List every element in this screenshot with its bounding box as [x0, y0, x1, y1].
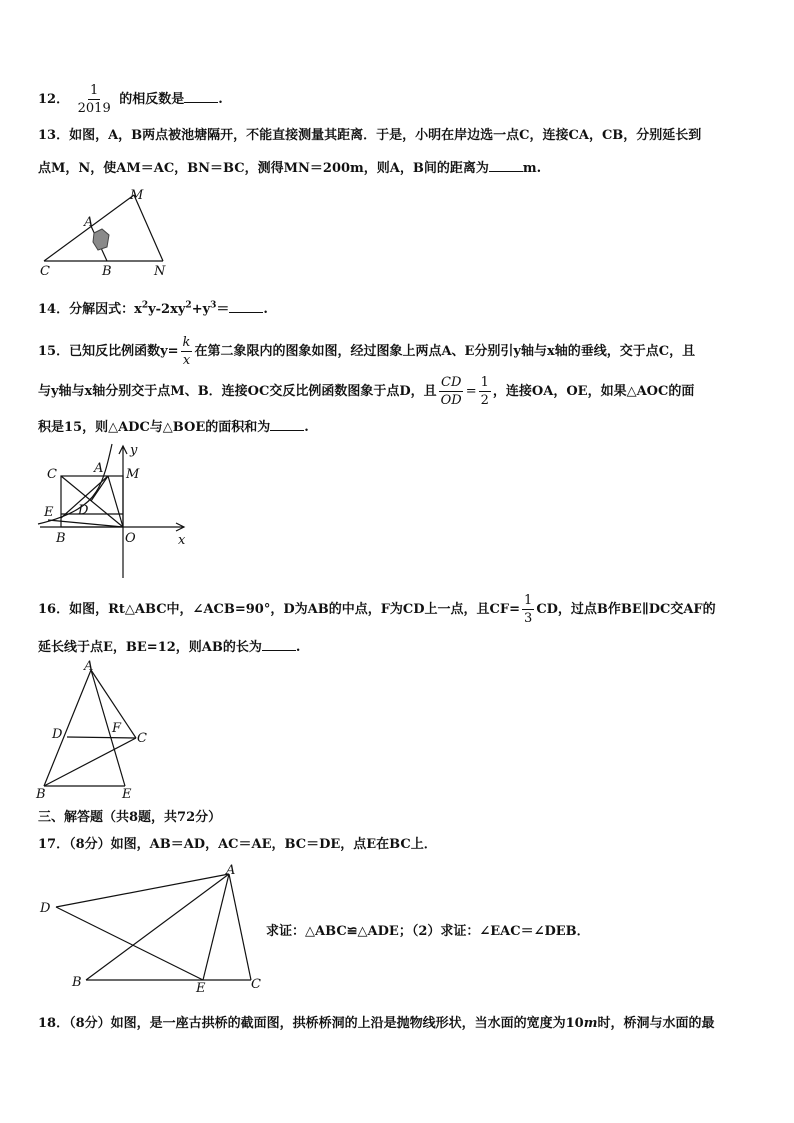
q13-pond-shape	[93, 229, 109, 250]
q15-line3-text: 积是15，则△ADC与△BOE的面积和为	[38, 420, 271, 435]
q13-segment-MN	[134, 195, 163, 261]
q17-figure	[36, 862, 266, 994]
q15-label-A: A	[94, 461, 104, 476]
q17-label-D: D	[40, 901, 51, 916]
q12-text: 的相反数是	[119, 92, 185, 107]
q15-label-D: D	[78, 503, 89, 518]
q13-line1: 13．如图，A，B两点被池塘隔开，不能直接测量其距离．于是，小明在岸边选一点C，连接CA，CB，分别延长到	[38, 128, 702, 143]
q13-label-A: A	[84, 215, 94, 230]
q17-label-C: C	[251, 977, 261, 992]
q15-line2	[38, 376, 694, 407]
q15-frac-cd: CD	[441, 375, 462, 390]
q13-answer-blank	[489, 159, 523, 172]
q14-post: ＝	[216, 302, 230, 317]
q15-l2-pre: 与y轴与x轴分别交于点M、B．连接OC交反比例函数图象于点D，且	[38, 384, 437, 399]
q15-label-M: M	[126, 467, 140, 482]
q16-l1-post: CD，过点B作BE∥DC交AF的	[536, 602, 716, 617]
q17-segment-DE	[56, 907, 203, 980]
q12-frac-den: 2019	[77, 101, 111, 116]
q15-fraction-one-half	[479, 376, 491, 407]
q16-line2	[38, 636, 300, 655]
q15-eq: =	[465, 384, 477, 399]
q14-mid2: +y	[191, 302, 211, 317]
q16-fraction-one-third	[522, 594, 534, 625]
q16-label-B: B	[36, 787, 46, 802]
q14-pre: 14．分解因式：x	[38, 302, 142, 317]
q14-sup2: 2	[185, 300, 192, 311]
q13-label-N: N	[154, 264, 166, 279]
q15-frac-two: 2	[480, 393, 489, 408]
q17-segment-DA	[56, 874, 229, 907]
q16-label-C: C	[137, 731, 147, 746]
q15-segment-OC	[61, 476, 123, 527]
q16-label-D: D	[52, 727, 63, 742]
q15-l1-post: 在第二象限内的图象如图，经过图象上两点A、E分别引y轴与x轴的垂线，交于点C，且	[194, 344, 696, 359]
q18-pre: 18．（8分）如图，是一座古拱桥的截面图，拱桥桥洞的上沿是抛物线形状，当水面的宽度为10	[38, 1016, 584, 1031]
q16-label-E: E	[122, 787, 132, 802]
q15-segment-OA	[108, 476, 123, 527]
q12-end: .	[218, 92, 223, 107]
q15-frac-od: OD	[440, 393, 462, 408]
q15-segment-OE	[48, 520, 123, 527]
q16-segment-BC	[44, 738, 136, 786]
q14-mid1: y-2xy	[148, 302, 186, 317]
q16-line1	[38, 594, 716, 625]
q16-label-F: F	[112, 721, 122, 736]
q15-frac-k: k	[182, 335, 191, 350]
q15-label-B: B	[56, 531, 66, 546]
q14-sup1: 2	[141, 300, 149, 311]
q16-line2-end: .	[295, 640, 301, 655]
q14-answer-blank	[229, 300, 263, 313]
q17-label-A: A	[226, 863, 236, 878]
q15-fraction-k-over-x	[181, 336, 193, 367]
q15-figure	[34, 440, 194, 580]
q16-answer-blank	[262, 638, 296, 651]
q17-segment-BA	[86, 874, 229, 980]
q16-figure	[34, 658, 164, 800]
q13-line2	[38, 157, 541, 176]
q16-frac-three: 3	[524, 611, 533, 626]
q17-segment-AC	[229, 874, 251, 980]
q17-label-B: B	[72, 975, 82, 990]
q12-frac-num: 1	[90, 83, 99, 98]
q16-frac-one: 1	[524, 593, 533, 608]
q12-fraction	[76, 84, 113, 115]
q15-answer-blank	[270, 418, 304, 431]
q16-l1-pre: 16．如图，Rt△ABC中，∠ACB=90°，D为AB的中点，F为CD上一点，且CF=	[38, 602, 521, 617]
q16-label-A: A	[84, 659, 94, 674]
q18-post: 时，桥洞与水面的最	[597, 1016, 715, 1031]
q16-segment-DC	[67, 737, 136, 738]
q15-line1	[38, 336, 695, 367]
q14-sup3: 3	[210, 300, 217, 311]
q15-frac-one: 1	[480, 375, 489, 390]
q17-label-E: E	[196, 981, 206, 996]
question-12	[38, 84, 223, 115]
q15-label-O: O	[125, 531, 136, 546]
q15-fraction-cd-od	[439, 376, 464, 407]
q13-label-M: M	[130, 188, 144, 203]
q15-l1-pre: 15．已知反比例函数y=	[38, 344, 179, 359]
q13-label-C: C	[40, 264, 50, 279]
q15-label-x: x	[178, 533, 186, 548]
q16-line2-text: 延长线于点E，BE=12，则AB的长为	[38, 640, 262, 655]
q13-figure	[30, 185, 180, 280]
q12-number: 12．	[38, 92, 70, 107]
q15-line3	[38, 416, 309, 435]
q15-frac-x: x	[182, 353, 191, 368]
q15-l2-post: ，连接OA，OE，如果△AOC的面	[492, 384, 695, 399]
question-18	[38, 1012, 715, 1031]
q13-line2-end: m.	[522, 161, 542, 176]
q17-proof-statement: 求证：△ABC≌△ADE；（2）求证：∠EAC＝∠DEB．	[266, 924, 590, 939]
q13-label-B: B	[102, 264, 112, 279]
q15-label-y: y	[130, 443, 138, 458]
q13-line2-text: 点M，N，使AM＝AC，BN＝BC，测得MN＝200m，则A，B间的距离为	[38, 161, 489, 176]
q15-label-E: E	[44, 505, 54, 520]
question-14	[38, 298, 268, 317]
section-3-heading: 三、解答题（共8题，共72分）	[38, 810, 222, 825]
q14-end: .	[263, 302, 268, 317]
q15-label-C: C	[47, 467, 57, 482]
q15-line3-end: .	[304, 420, 309, 435]
q12-answer-blank	[184, 90, 218, 103]
q18-unit-m: m	[583, 1016, 598, 1031]
q17-line1: 17．（8分）如图，AB＝AD，AC＝AE，BC＝DE，点E在BC上．	[38, 837, 437, 852]
